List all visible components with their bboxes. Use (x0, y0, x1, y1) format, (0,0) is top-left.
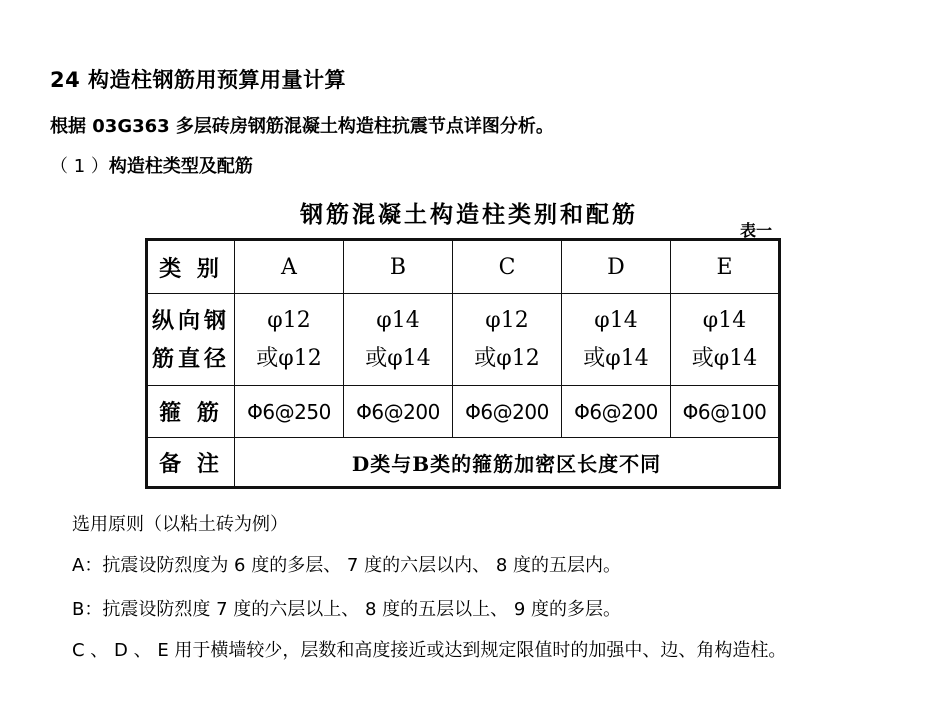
remark-cell: D类与B类的箍筋加密区长度不同 (235, 438, 780, 488)
diameter-cell-a (235, 294, 344, 386)
section-number: （ 1 ） (50, 156, 109, 177)
row-label-diameter-line2: 筋直径 (151, 345, 230, 372)
table-caption: 钢筋混凝土构造柱类别和配筋 (300, 201, 638, 228)
rule-c: C 、 D 、 E 用于横墙较少，层数和高度接近或达到规定限值时的加强中、边、角构造柱。 (72, 640, 787, 661)
rebar-table (145, 238, 781, 489)
stirrup-cell-a: Φ6@250 (235, 386, 344, 438)
column-header-c: C (453, 240, 562, 294)
row-label-stirrup: 箍 筋 (147, 386, 235, 438)
row-label-remark: 备 注 (147, 438, 235, 488)
selection-principle: 选用原则（以粘土砖为例） (72, 514, 288, 535)
page-title: 24 构造柱钢筋用预算用量计算 (50, 68, 347, 92)
diameter-alt: 或φ14 (583, 345, 649, 371)
diameter-value: φ12 (485, 307, 529, 333)
column-header-e: E (671, 240, 780, 294)
diameter-value: φ14 (376, 307, 420, 333)
basis-line: 根据 03G363 多层砖房钢筋混凝土构造柱抗震节点详图分析。 (50, 116, 554, 137)
diameter-value: φ12 (267, 307, 311, 333)
diameter-alt: 或φ12 (474, 345, 540, 371)
stirrup-cell-c: Φ6@200 (453, 386, 562, 438)
stirrup-cell-e: Φ6@100 (671, 386, 780, 438)
column-header-d: D (562, 240, 671, 294)
table-row-diameter (147, 294, 780, 386)
rule-b: B：抗震设防烈度 7 度的六层以上、 8 度的五层以上、 9 度的多层。 (72, 599, 622, 620)
diameter-alt: 或φ14 (365, 345, 431, 371)
diameter-cell-c (453, 294, 562, 386)
diameter-alt: 或φ14 (691, 345, 758, 371)
table-row-stirrup (147, 386, 780, 438)
section-title: 构造柱类型及配筋 (108, 156, 253, 177)
column-header-b: B (344, 240, 453, 294)
row-label-diameter (147, 294, 235, 386)
stirrup-cell-b: Φ6@200 (344, 386, 453, 438)
diameter-cell-b (344, 294, 453, 386)
diameter-alt: 或φ12 (256, 345, 322, 371)
diameter-value: φ14 (594, 307, 638, 333)
rule-a: A：抗震设防烈度为 6 度的多层、 7 度的六层以内、 8 度的五层内。 (72, 555, 621, 576)
row-label-diameter-line1: 纵向钢 (151, 307, 230, 334)
diameter-cell-d (562, 294, 671, 386)
stirrup-cell-d: Φ6@200 (562, 386, 671, 438)
table-row-remark (147, 438, 780, 488)
column-header-a: A (235, 240, 344, 294)
table-note: 表一 (740, 221, 773, 240)
diameter-cell-e (671, 294, 780, 386)
section-heading (50, 152, 253, 178)
row-label-category: 类 别 (147, 240, 235, 294)
diameter-value: φ14 (702, 307, 747, 333)
table-row-category (147, 240, 780, 294)
